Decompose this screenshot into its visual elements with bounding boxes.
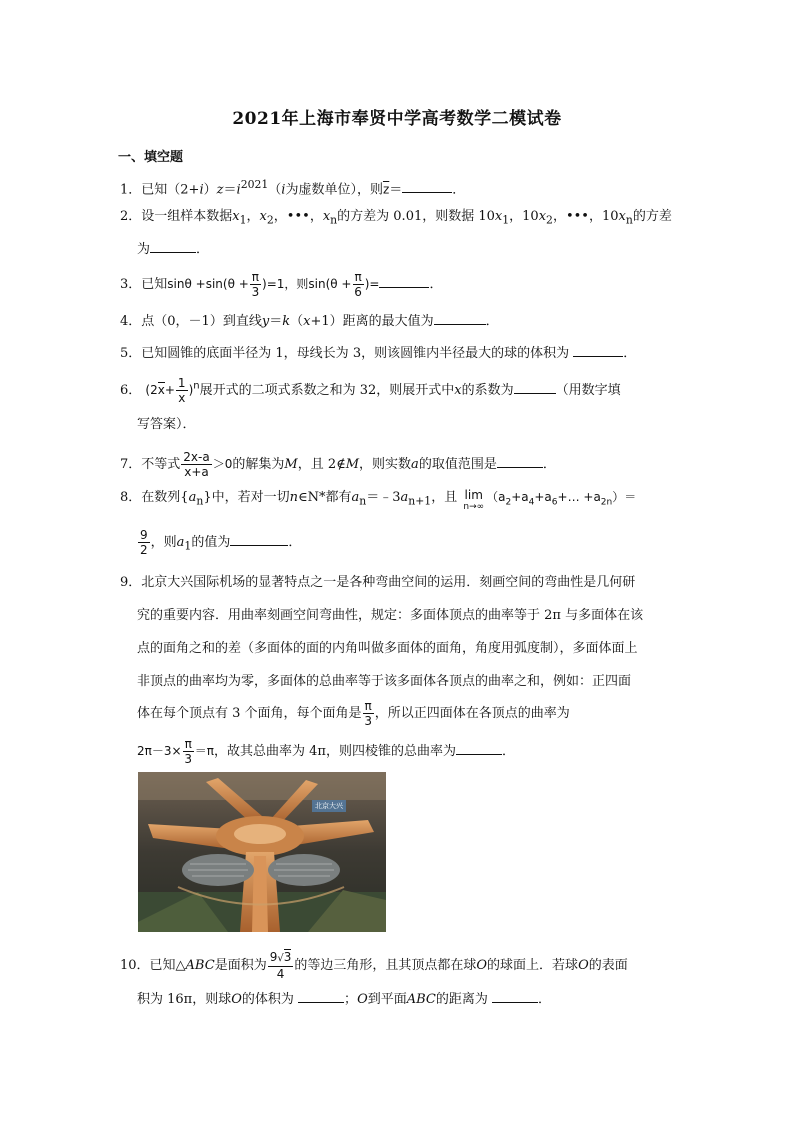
airport-photo-drawing bbox=[138, 772, 386, 932]
question-3: 3．已知sinθ +sin(θ + $\frac{\pi}{3}$ )=1，则sin(θ + $\frac{\pi}{6}$ )= ． bbox=[120, 270, 443, 299]
answer-blank[interactable] bbox=[150, 240, 196, 253]
question-9-line-5: 体在每个顶点有 3 个面角，每个面角是 $\frac{\pi}{3}$ ，所以正四面体在各顶点的曲率为 bbox=[137, 699, 570, 728]
exam-title: 2021年上海市奉贤中学高考数学二模试卷 bbox=[232, 109, 562, 129]
answer-blank[interactable] bbox=[492, 990, 538, 1003]
question-4: 4．点（0，－1）到直线y＝k（x+1）距离的最大值为 ． bbox=[120, 314, 499, 329]
question-5: 5．已知圆锥的底面半径为 1，母线长为 3，则该圆锥内半径最大的球的体积为 ． bbox=[120, 346, 637, 361]
answer-blank[interactable] bbox=[456, 742, 502, 755]
question-1: 1．已知$(2+i)z=i^{2021}(i$为虚数单位），则$\overline{z}=$ ． bbox=[120, 178, 466, 198]
answer-blank[interactable] bbox=[379, 275, 429, 288]
question-9-line-2: 究的重要内容．用曲率刻画空间弯曲性，规定：多面体顶点的曲率等于 2π 与多面体在该 bbox=[137, 608, 644, 623]
question-7: 7．不等式 $\frac{2x-a}{x+a}$ ＞0的解集为M，且 2∉M，则实数a的取值范围是 ． bbox=[120, 450, 556, 479]
question-8: 8．在数列$\{a_n\}$中，若对一切n∈N*都有$a_n=﹣3a_{n+1}$，且 lim n→∞ $(a_2+a_4+a_6+\dots +a_{2n})=$ bbox=[120, 488, 637, 512]
question-6: 6． (2x+ $\frac{1}{x}$ )$^n$展开式的二项式系数之和为 32，则展开式中x的系数为 （用数字填 bbox=[120, 376, 621, 405]
question-8-cont: $\frac{9}{2}$ ，则$a_1$的值为 ． bbox=[140, 528, 302, 557]
answer-blank[interactable] bbox=[402, 180, 452, 193]
answer-blank[interactable] bbox=[497, 455, 543, 468]
airport-aerial-photo bbox=[138, 772, 386, 932]
question-10: 10．已知△ABC是面积为 $\frac{9√3}{4}$ 的等边三角形，且其顶点都在球O的球面上．若球O的表面 bbox=[120, 950, 628, 981]
question-6-cont: 写答案）． bbox=[137, 417, 196, 432]
question-2-cont: 为 ． bbox=[137, 242, 210, 257]
question-9-line-4: 非顶点的曲率均为零，多面体的总曲率等于该多面体各顶点的曲率之和，例如：正四面 bbox=[137, 674, 632, 689]
answer-blank[interactable] bbox=[514, 381, 556, 394]
photo-caption-badge: 北京大兴 bbox=[312, 800, 346, 812]
question-2: 2．设一组样本数据$x_1$，$x_2$，•••，$x_n$的方差为 0.01，则数据 $10x_1$，$10x_2$，•••，$10x_n$的方差 bbox=[120, 209, 672, 227]
section-heading: 一、填空题 bbox=[118, 150, 184, 165]
question-10-cont: 积为 16π，则球O的体积为 ；O到平面ABC的距离为 ． bbox=[137, 992, 552, 1007]
answer-blank[interactable] bbox=[298, 990, 344, 1003]
question-9: 9．北京大兴国际机场的显著特点之一是各种弯曲空间的运用．刻画空间的弯曲性是几何研 bbox=[120, 575, 636, 590]
limit-operator: lim n→∞ bbox=[463, 488, 485, 512]
answer-blank[interactable] bbox=[230, 533, 288, 546]
answer-blank[interactable] bbox=[434, 312, 486, 325]
question-9-line-3: 点的面角之和的差（多面体的面的内角叫做多面体的面角，角度用弧度制），多面体面上 bbox=[137, 641, 638, 656]
question-9-line-6: 2π－3× $\frac{\pi}{3}$ ＝π，故其总曲率为 4π，则四棱锥的总曲率为 ． bbox=[137, 737, 515, 766]
answer-blank[interactable] bbox=[573, 344, 623, 357]
